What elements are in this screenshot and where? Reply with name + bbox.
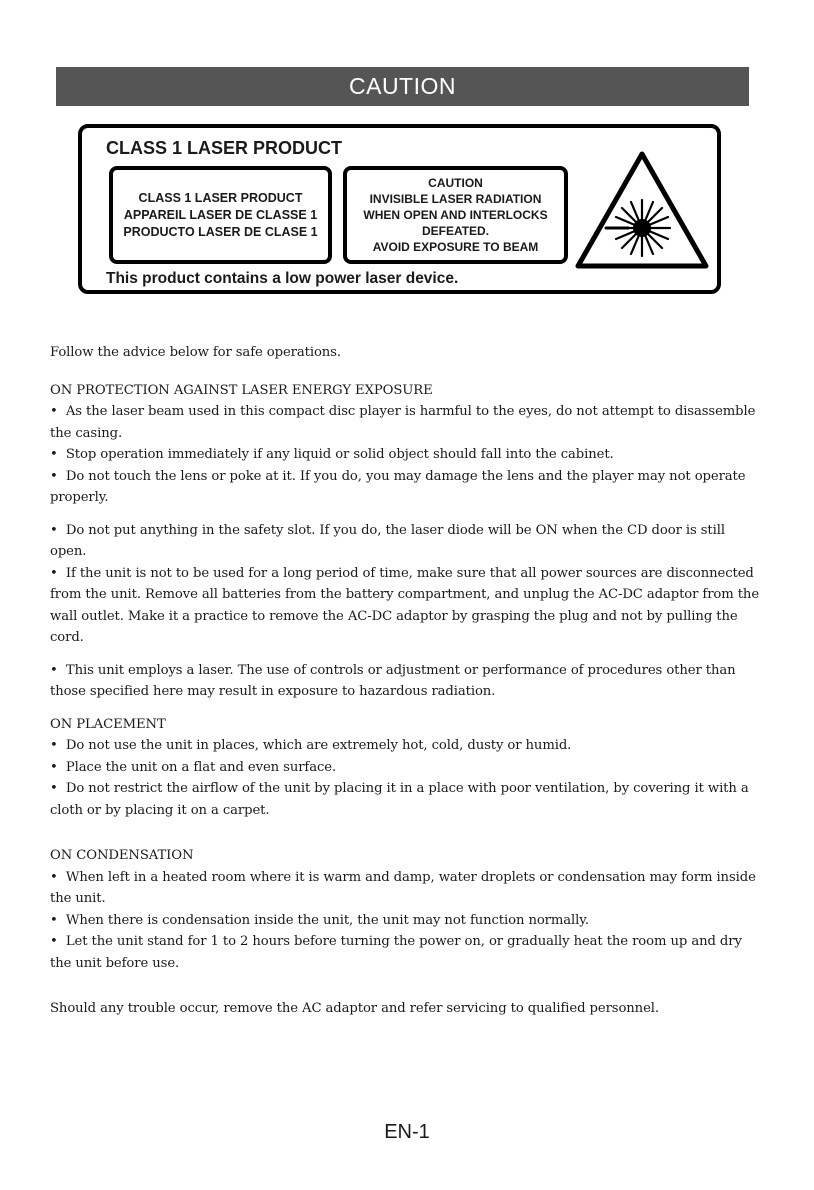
label-title: CLASS 1 LASER PRODUCT <box>106 138 343 158</box>
radiation-caution-line: CAUTION <box>428 176 483 190</box>
list-item: • Do not touch the lens or poke at it. If you do, you may damage the lens and the player may not operate properly. <box>50 466 762 509</box>
list-item: • As the laser beam used in this compact disc player is harmful to the eyes, do not attempt to disassemble the casing. <box>50 401 762 444</box>
class-1-line: CLASS 1 LASER PRODUCT <box>138 190 303 205</box>
list-item: • When left in a heated room where it is warm and damp, water droplets or condensation may form inside the unit. <box>50 867 762 910</box>
list-item: • Do not put anything in the safety slot. If you do, the laser diode will be ON when the CD door is still open. <box>50 520 762 563</box>
radiation-caution-line: INVISIBLE LASER RADIATION <box>369 192 542 206</box>
closing-text: Should any trouble occur, remove the AC adaptor and refer servicing to qualified personnel. <box>50 1001 659 1016</box>
class-1-line: APPAREIL LASER DE CLASSE 1 <box>123 207 318 222</box>
list-item: • Place the unit on a flat and even surface. <box>50 757 762 779</box>
list-item: • If the unit is not to be used for a long period of time, make sure that all power sources are disconnected from the unit. Remove all batteries from the battery compartment, and unplug the AC-DC adaptor from the wall outlet. Make it a practice to remove the AC-DC adaptor by grasping the plug and not by pulling the cord. <box>50 563 762 649</box>
laser-warning-triangle-icon <box>572 148 712 272</box>
class-1-line: PRODUCTO LASER DE CLASE 1 <box>123 224 318 239</box>
radiation-caution-line: DEFEATED. <box>421 224 490 238</box>
section-heading: ON PROTECTION AGAINST LASER ENERGY EXPOSURE <box>50 382 433 398</box>
list-item: • This unit employs a laser. The use of controls or adjustment or performance of procedures other than those specified here may result in exposure to hazardous radiation. <box>50 660 762 703</box>
section-heading: ON CONDENSATION <box>50 848 194 863</box>
radiation-caution-line: AVOID EXPOSURE TO BEAM <box>372 240 539 254</box>
list-item: • Do not restrict the airflow of the unit by placing it in a place with poor ventilation, by covering it with a cloth or by placing it on a carpet. <box>50 778 762 821</box>
laser-product-label <box>78 124 721 294</box>
page-number: EN-1 <box>384 1121 430 1143</box>
list-item: • Stop operation immediately if any liquid or solid object should fall into the cabinet. <box>50 444 762 466</box>
class-1-label-box <box>109 166 332 264</box>
safety-instructions <box>50 342 762 1020</box>
section-heading: ON PLACEMENT <box>50 716 166 732</box>
radiation-caution-box <box>343 166 568 264</box>
intro-text: Follow the advice below for safe operations. <box>50 345 341 360</box>
label-footer: This product contains a low power laser device. <box>106 270 459 287</box>
radiation-caution-line: WHEN OPEN AND INTERLOCKS <box>363 208 548 222</box>
caution-banner <box>56 67 749 106</box>
list-item: • When there is condensation inside the unit, the unit may not function normally. <box>50 910 762 932</box>
list-item: • Let the unit stand for 1 to 2 hours before turning the power on, or gradually heat the room up and dry the unit before use. <box>50 931 762 974</box>
caution-banner-title: CAUTION <box>349 73 456 99</box>
list-item: • Do not use the unit in places, which are extremely hot, cold, dusty or humid. <box>50 735 762 757</box>
